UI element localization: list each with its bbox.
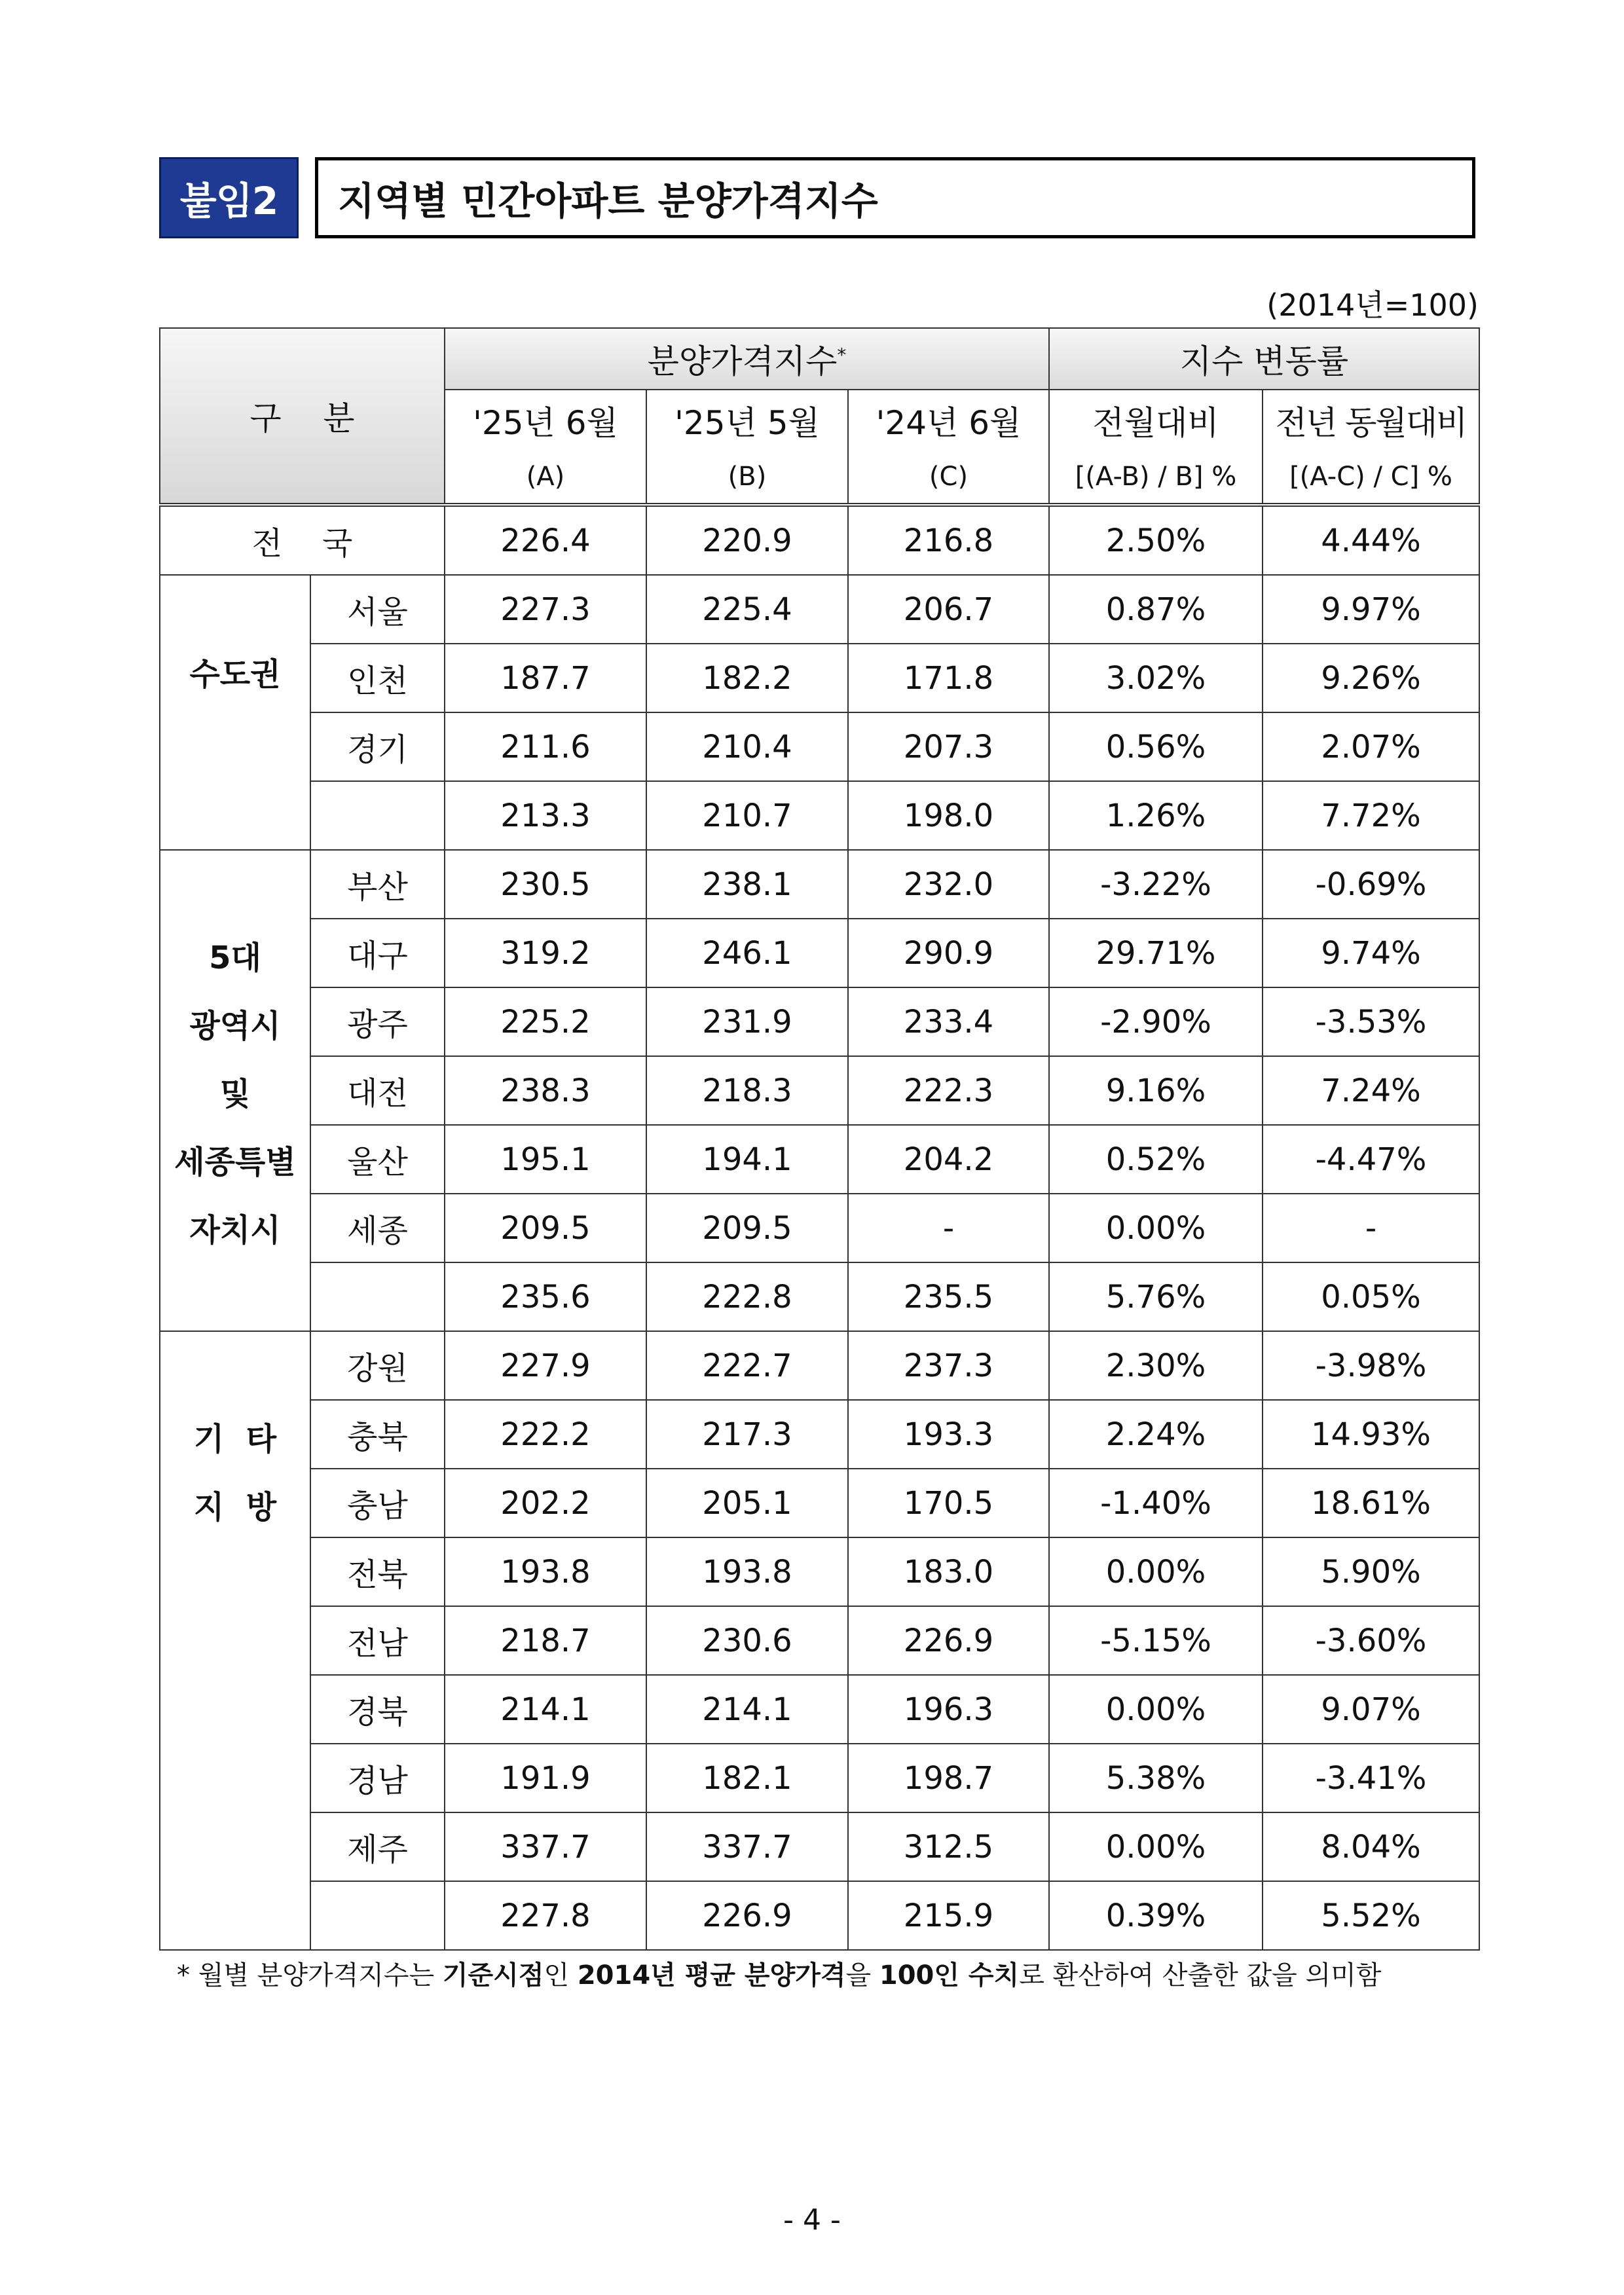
cell-b: 210.4	[646, 712, 848, 781]
cell-mom: 0.00%	[1049, 1812, 1263, 1881]
header-col-yoy: 전년 동월대비	[1263, 390, 1479, 450]
subtotal-blank	[310, 1262, 445, 1331]
subtotal-blank	[310, 1881, 445, 1950]
table-row	[160, 1125, 1479, 1194]
cell-b: 222.8	[646, 1262, 848, 1331]
cell-yoy: 5.90%	[1263, 1537, 1479, 1606]
table-row	[160, 1812, 1479, 1881]
footnote-text: * 월별 분양가격지수는	[177, 1960, 443, 1991]
cell-b: 225.4	[646, 575, 848, 644]
cell-c: 207.3	[848, 712, 1049, 781]
cell-b: 209.5	[646, 1194, 848, 1262]
group-metro-line: 자치시	[189, 1212, 281, 1249]
region-name: 세종	[310, 1194, 445, 1262]
cell-b: 226.9	[646, 1881, 848, 1950]
group-other-line: 지 방	[193, 1489, 277, 1526]
cell-a: 235.6	[445, 1262, 646, 1331]
region-name: 전남	[310, 1606, 445, 1675]
cell-b: 210.7	[646, 781, 848, 850]
cell-yoy: 9.97%	[1263, 575, 1479, 644]
cell-mom: 0.00%	[1049, 1675, 1263, 1744]
cell-a: 227.3	[445, 575, 646, 644]
unit-note: (2014년=100)	[1266, 287, 1479, 323]
region-name: 대전	[310, 1056, 445, 1125]
cell-c: 222.3	[848, 1056, 1049, 1125]
cell-a: 238.3	[445, 1056, 646, 1125]
table-row	[160, 850, 1479, 919]
header-index-group-label: 분양가격지수	[647, 342, 838, 380]
cell-mom: -2.90%	[1049, 987, 1263, 1056]
cell-b: 238.1	[646, 850, 848, 919]
cell-c: 237.3	[848, 1331, 1049, 1400]
cell-yoy: 0.05%	[1263, 1262, 1479, 1331]
group-capital-text: 수도권	[189, 656, 281, 693]
cell-yoy: 9.26%	[1263, 644, 1479, 712]
cell-a: 227.8	[445, 1881, 646, 1950]
table-row-national	[160, 505, 1479, 575]
header-col-b: '25년 5월	[646, 390, 848, 450]
cell-mom: -1.40%	[1049, 1469, 1263, 1537]
cell-mom: 1.26%	[1049, 781, 1263, 850]
header-change-group: 지수 변동률	[1049, 328, 1479, 390]
table-row	[160, 712, 1479, 781]
cell-a: 187.7	[445, 644, 646, 712]
header-category: 구 분	[160, 328, 445, 505]
cell-yoy: 4.44%	[1263, 505, 1479, 575]
cell-b: 231.9	[646, 987, 848, 1056]
cell-b: 217.3	[646, 1400, 848, 1469]
attachment-badge: 붙임2	[159, 157, 299, 238]
cell-b: 218.3	[646, 1056, 848, 1125]
cell-yoy: 5.52%	[1263, 1881, 1479, 1950]
group-metro-line: 세종특별	[174, 1144, 296, 1181]
region-name: 경기	[310, 712, 445, 781]
cell-b: 246.1	[646, 919, 848, 987]
cell-yoy: 7.72%	[1263, 781, 1479, 850]
cell-a: 214.1	[445, 1675, 646, 1744]
group-metro-line: 광역시	[189, 1008, 281, 1044]
table-row	[160, 1675, 1479, 1744]
cell-c: 290.9	[848, 919, 1049, 987]
cell-a: 222.2	[445, 1400, 646, 1469]
cell-a: 211.6	[445, 712, 646, 781]
header-col-mom: 전월대비	[1049, 390, 1263, 450]
cell-mom: 0.52%	[1049, 1125, 1263, 1194]
cell-a: 213.3	[445, 781, 646, 850]
table-row	[160, 1331, 1479, 1400]
cell-b: 182.2	[646, 644, 848, 712]
cell-c: 206.7	[848, 575, 1049, 644]
cell-b: 194.1	[646, 1125, 848, 1194]
cell-b: 230.6	[646, 1606, 848, 1675]
cell-mom: -3.22%	[1049, 850, 1263, 919]
cell-yoy: 14.93%	[1263, 1400, 1479, 1469]
cell-a: 230.5	[445, 850, 646, 919]
region-name: 인천	[310, 644, 445, 712]
table-row	[160, 1400, 1479, 1469]
header-col-c-sub: (C)	[848, 450, 1049, 505]
cell-yoy: 7.24%	[1263, 1056, 1479, 1125]
cell-c: 216.8	[848, 505, 1049, 575]
header-col-mom-sub: [(A-B) / B] %	[1049, 450, 1263, 505]
table-row	[160, 1606, 1479, 1675]
cell-b: 222.7	[646, 1331, 848, 1400]
footnote-bold: 2014년 평균 분양가격	[577, 1960, 846, 1991]
footnote-text: 을	[845, 1960, 879, 1991]
cell-b: 205.1	[646, 1469, 848, 1537]
cell-c: 170.5	[848, 1469, 1049, 1537]
cell-c: 312.5	[848, 1812, 1049, 1881]
footnote-mark: *	[837, 344, 847, 366]
cell-yoy: -3.53%	[1263, 987, 1479, 1056]
cell-a: 226.4	[445, 505, 646, 575]
cell-mom: 3.02%	[1049, 644, 1263, 712]
cell-c: 233.4	[848, 987, 1049, 1056]
group-label-capital	[160, 575, 310, 850]
cell-a: 191.9	[445, 1744, 646, 1812]
cell-c: 198.0	[848, 781, 1049, 850]
cell-mom: 0.56%	[1049, 712, 1263, 781]
table-row-subtotal	[160, 1881, 1479, 1950]
title-bar	[159, 157, 1475, 238]
cell-mom: 5.76%	[1049, 1262, 1263, 1331]
table-row	[160, 1537, 1479, 1606]
cell-b: 193.8	[646, 1537, 848, 1606]
header-col-a-sub: (A)	[445, 450, 646, 505]
region-name: 제주	[310, 1812, 445, 1881]
footnote-bold: 100인 수치	[879, 1960, 1020, 1991]
cell-b: 214.1	[646, 1675, 848, 1744]
table-row	[160, 1194, 1479, 1262]
cell-yoy: -3.60%	[1263, 1606, 1479, 1675]
header-index-group	[445, 328, 1049, 390]
cell-c: 183.0	[848, 1537, 1049, 1606]
cell-mom: 0.00%	[1049, 1194, 1263, 1262]
cell-mom: 5.38%	[1049, 1744, 1263, 1812]
cell-a: 337.7	[445, 1812, 646, 1881]
cell-c: 235.5	[848, 1262, 1049, 1331]
cell-mom: 2.50%	[1049, 505, 1263, 575]
cell-b: 220.9	[646, 505, 848, 575]
cell-a: 225.2	[445, 987, 646, 1056]
cell-c: 171.8	[848, 644, 1049, 712]
cell-yoy: 2.07%	[1263, 712, 1479, 781]
region-name: 서울	[310, 575, 445, 644]
footnote-bold: 기준시점	[442, 1960, 544, 1991]
group-other-line: 기 타	[193, 1421, 277, 1458]
table-row	[160, 1469, 1479, 1537]
cell-c: 204.2	[848, 1125, 1049, 1194]
cell-mom: 29.71%	[1049, 919, 1263, 987]
header-col-yoy-sub: [(A-C) / C] %	[1263, 450, 1479, 505]
table-row	[160, 919, 1479, 987]
group-metro-line: 5대	[209, 940, 261, 976]
header-col-c: '24년 6월	[848, 390, 1049, 450]
cell-mom: -5.15%	[1049, 1606, 1263, 1675]
region-name: 부산	[310, 850, 445, 919]
cell-yoy: -4.47%	[1263, 1125, 1479, 1194]
region-name: 충북	[310, 1400, 445, 1469]
cell-a: 202.2	[445, 1469, 646, 1537]
table-row-subtotal	[160, 781, 1479, 850]
cell-c: 196.3	[848, 1675, 1049, 1744]
cell-c: -	[848, 1194, 1049, 1262]
region-name: 울산	[310, 1125, 445, 1194]
cell-yoy: -0.69%	[1263, 850, 1479, 919]
table-row	[160, 644, 1479, 712]
table-row	[160, 1744, 1479, 1812]
cell-yoy: 9.07%	[1263, 1675, 1479, 1744]
cell-yoy: 18.61%	[1263, 1469, 1479, 1537]
cell-mom: 2.24%	[1049, 1400, 1263, 1469]
table-row	[160, 575, 1479, 644]
footnote-text: 로 환산하여 산출한 값을 의미함	[1019, 1960, 1382, 1991]
cell-mom: 9.16%	[1049, 1056, 1263, 1125]
cell-a: 209.5	[445, 1194, 646, 1262]
header-col-a: '25년 6월	[445, 390, 646, 450]
cell-mom: 0.87%	[1049, 575, 1263, 644]
region-name: 대구	[310, 919, 445, 987]
cell-b: 182.1	[646, 1744, 848, 1812]
national-label: 전 국	[160, 505, 445, 575]
group-label-other	[160, 1331, 310, 1950]
cell-yoy: 8.04%	[1263, 1812, 1479, 1881]
cell-a: 227.9	[445, 1331, 646, 1400]
cell-mom: 0.39%	[1049, 1881, 1263, 1950]
group-label-metro	[160, 850, 310, 1331]
table-row	[160, 1056, 1479, 1125]
page-number: - 4 -	[783, 2203, 841, 2237]
subtotal-blank	[310, 781, 445, 850]
cell-yoy: -	[1263, 1194, 1479, 1262]
cell-c: 198.7	[848, 1744, 1049, 1812]
cell-c: 226.9	[848, 1606, 1049, 1675]
table-row	[160, 987, 1479, 1056]
footnote	[177, 1955, 1486, 1992]
region-name: 충남	[310, 1469, 445, 1537]
cell-a: 218.7	[445, 1606, 646, 1675]
page-title: 지역별 민간아파트 분양가격지수	[315, 157, 1475, 238]
group-metro-line: 및	[219, 1076, 251, 1112]
cell-c: 232.0	[848, 850, 1049, 919]
region-name: 경남	[310, 1744, 445, 1812]
cell-mom: 2.30%	[1049, 1331, 1263, 1400]
cell-a: 195.1	[445, 1125, 646, 1194]
cell-b: 337.7	[646, 1812, 848, 1881]
cell-a: 319.2	[445, 919, 646, 987]
region-name: 전북	[310, 1537, 445, 1606]
cell-c: 193.3	[848, 1400, 1049, 1469]
table-row-subtotal	[160, 1262, 1479, 1331]
cell-yoy: -3.41%	[1263, 1744, 1479, 1812]
cell-yoy: -3.98%	[1263, 1331, 1479, 1400]
region-name: 강원	[310, 1331, 445, 1400]
cell-yoy: 9.74%	[1263, 919, 1479, 987]
region-name: 경북	[310, 1675, 445, 1744]
footnote-text: 인	[544, 1960, 578, 1991]
price-index-table	[159, 327, 1480, 1951]
header-col-b-sub: (B)	[646, 450, 848, 505]
cell-c: 215.9	[848, 1881, 1049, 1950]
cell-mom: 0.00%	[1049, 1537, 1263, 1606]
cell-a: 193.8	[445, 1537, 646, 1606]
region-name: 광주	[310, 987, 445, 1056]
